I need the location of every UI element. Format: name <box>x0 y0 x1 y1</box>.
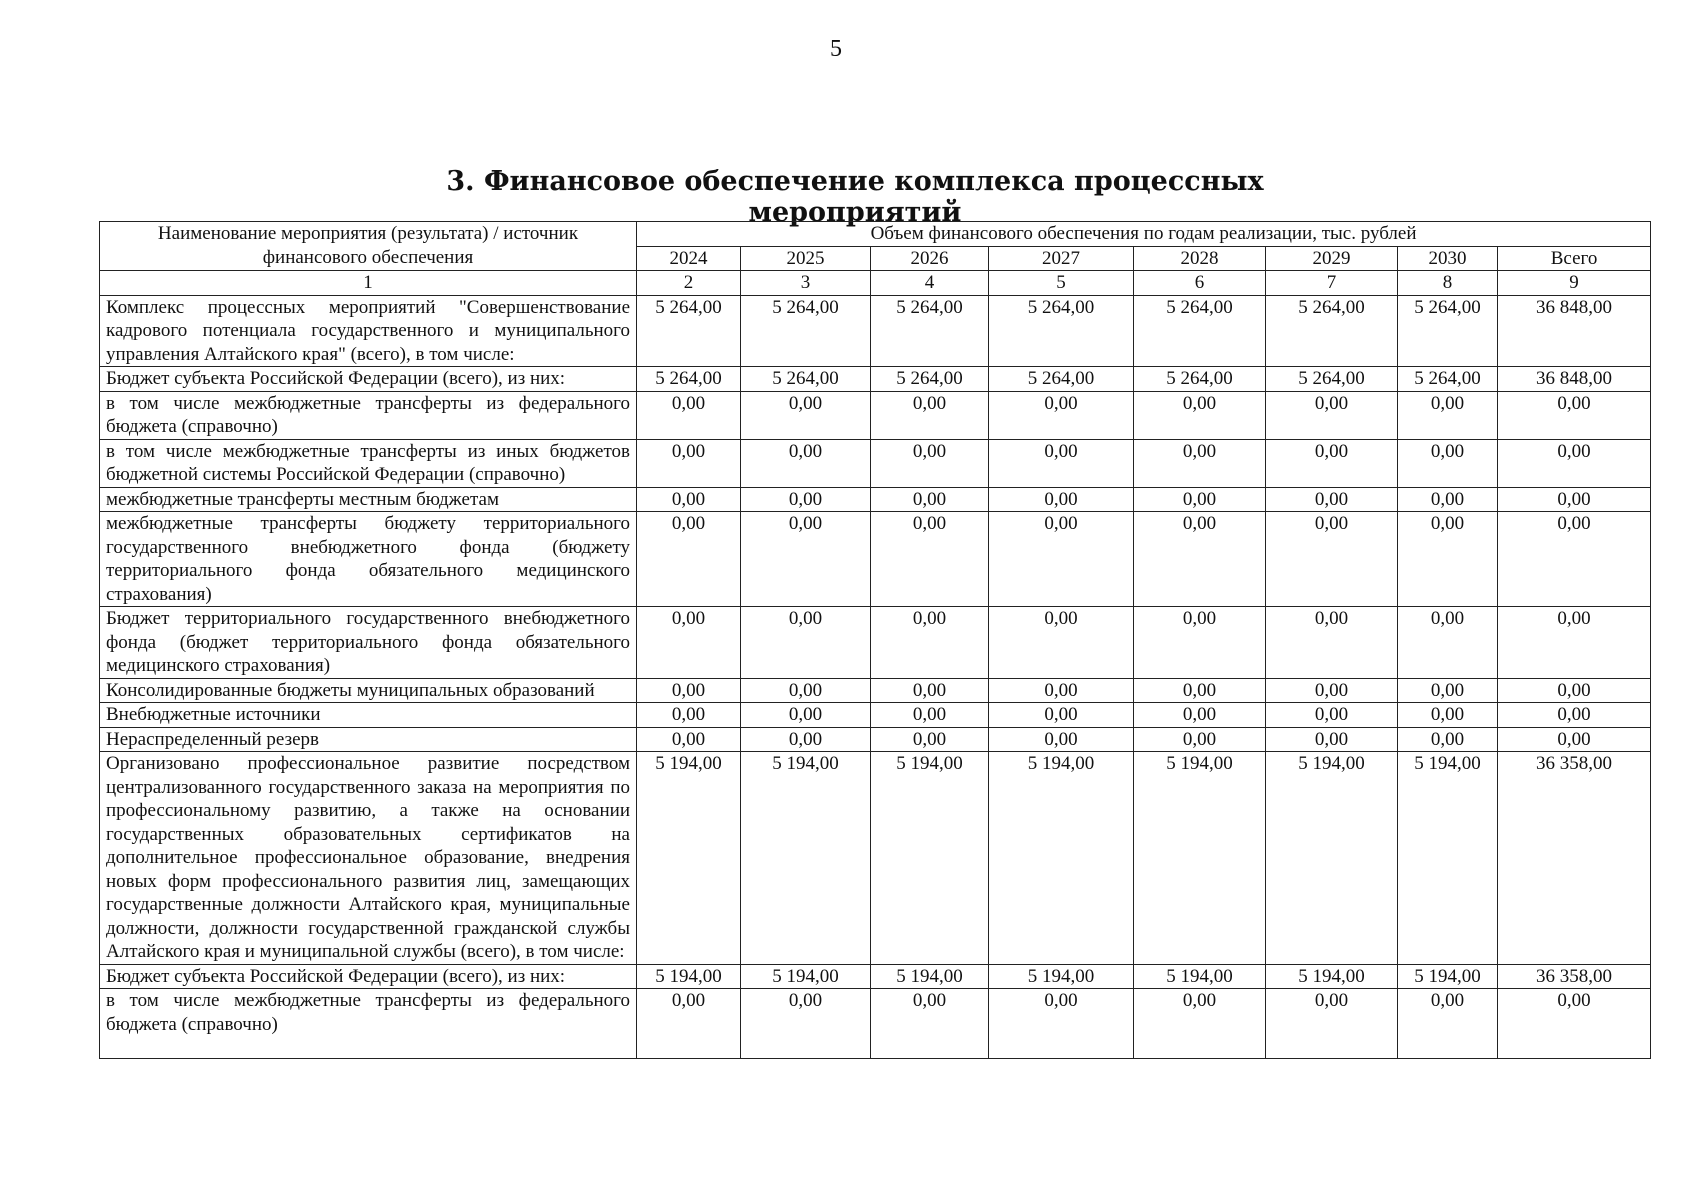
row-value-cell: 0,00 <box>989 391 1134 439</box>
row-value-cell: 0,00 <box>871 703 989 728</box>
column-index: 6 <box>1134 271 1266 296</box>
year-header-2030: 2030 <box>1398 246 1498 271</box>
row-name-cell: в том числе межбюджетные трансферты из федерального бюджета (справочно) <box>100 391 637 439</box>
table-row <box>100 727 1651 752</box>
row-value-cell: 0,00 <box>989 512 1134 607</box>
row-value-cell: 0,00 <box>741 607 871 679</box>
row-value-cell: 5 194,00 <box>1266 752 1398 965</box>
row-value-cell: 0,00 <box>1266 727 1398 752</box>
row-total-cell: 36 848,00 <box>1498 295 1651 367</box>
section-title: 3. Финансовое обеспечение комплекса процессных мероприятий <box>446 166 1264 228</box>
row-total-cell: 0,00 <box>1498 727 1651 752</box>
row-value-cell: 0,00 <box>989 439 1134 487</box>
row-total-cell: 0,00 <box>1498 989 1651 1059</box>
row-value-cell: 0,00 <box>637 607 741 679</box>
table-row <box>100 989 1651 1059</box>
row-value-cell: 0,00 <box>637 727 741 752</box>
row-value-cell: 0,00 <box>1266 439 1398 487</box>
row-value-cell: 0,00 <box>741 678 871 703</box>
row-value-cell: 0,00 <box>741 989 871 1059</box>
row-value-cell: 0,00 <box>1398 607 1498 679</box>
table-row <box>100 752 1651 965</box>
row-value-cell: 0,00 <box>741 727 871 752</box>
column-index: 4 <box>871 271 989 296</box>
row-value-cell: 0,00 <box>871 678 989 703</box>
row-name-cell: Комплекс процессных мероприятий "Совершенствование кадрового потенциала государственного и муниципального управления Алтайского края" (всего), в том числе: <box>100 295 637 367</box>
year-header-2028: 2028 <box>1134 246 1266 271</box>
row-value-cell: 0,00 <box>871 391 989 439</box>
row-value-cell: 0,00 <box>1134 512 1266 607</box>
funding-group-header: Объем финансового обеспечения по годам реализации, тыс. рублей <box>637 222 1651 247</box>
row-total-cell: 0,00 <box>1498 512 1651 607</box>
row-value-cell: 0,00 <box>1134 391 1266 439</box>
row-value-cell: 0,00 <box>989 727 1134 752</box>
name-column-header: Наименование мероприятия (результата) / источник финансового обеспечения <box>100 222 637 271</box>
row-value-cell: 5 194,00 <box>1266 964 1398 989</box>
column-index-row <box>100 271 1651 296</box>
row-name-cell: Бюджет субъекта Российской Федерации (всего), из них: <box>100 964 637 989</box>
row-value-cell: 0,00 <box>1134 607 1266 679</box>
year-header-2027: 2027 <box>989 246 1134 271</box>
row-value-cell: 0,00 <box>1398 678 1498 703</box>
row-value-cell: 5 264,00 <box>1398 367 1498 392</box>
column-index: 9 <box>1498 271 1651 296</box>
row-value-cell: 5 194,00 <box>741 752 871 965</box>
year-header-2026: 2026 <box>871 246 989 271</box>
row-value-cell: 5 264,00 <box>989 295 1134 367</box>
year-header-2029: 2029 <box>1266 246 1398 271</box>
row-value-cell: 0,00 <box>989 703 1134 728</box>
row-value-cell: 0,00 <box>1266 391 1398 439</box>
row-value-cell: 5 264,00 <box>871 367 989 392</box>
row-name-cell: межбюджетные трансферты местным бюджетам <box>100 487 637 512</box>
row-value-cell: 5 194,00 <box>1134 752 1266 965</box>
column-index: 2 <box>637 271 741 296</box>
row-value-cell: 5 264,00 <box>1134 295 1266 367</box>
row-total-cell: 0,00 <box>1498 439 1651 487</box>
row-value-cell: 0,00 <box>1398 703 1498 728</box>
row-name-cell: в том числе межбюджетные трансферты из федерального бюджета (справочно) <box>100 989 637 1059</box>
row-value-cell: 0,00 <box>741 487 871 512</box>
row-value-cell: 5 194,00 <box>1398 752 1498 965</box>
row-value-cell: 0,00 <box>637 678 741 703</box>
table-body <box>100 295 1651 1059</box>
row-value-cell: 0,00 <box>1398 989 1498 1059</box>
row-name-cell: Бюджет субъекта Российской Федерации (всего), из них: <box>100 367 637 392</box>
row-value-cell: 0,00 <box>1398 512 1498 607</box>
row-value-cell: 5 194,00 <box>989 752 1134 965</box>
table-row <box>100 487 1651 512</box>
row-value-cell: 5 264,00 <box>871 295 989 367</box>
row-value-cell: 5 264,00 <box>1266 367 1398 392</box>
row-value-cell: 5 194,00 <box>1398 964 1498 989</box>
row-value-cell: 0,00 <box>741 512 871 607</box>
year-header-2024: 2024 <box>637 246 741 271</box>
table-row <box>100 703 1651 728</box>
row-total-cell: 0,00 <box>1498 678 1651 703</box>
table-row <box>100 367 1651 392</box>
row-value-cell: 5 194,00 <box>871 964 989 989</box>
row-value-cell: 0,00 <box>1266 989 1398 1059</box>
column-index: 1 <box>100 271 637 296</box>
row-value-cell: 0,00 <box>741 439 871 487</box>
row-value-cell: 0,00 <box>637 487 741 512</box>
row-total-cell: 0,00 <box>1498 487 1651 512</box>
row-value-cell: 5 194,00 <box>637 964 741 989</box>
financing-table-container <box>99 221 1650 1059</box>
row-value-cell: 0,00 <box>741 391 871 439</box>
row-value-cell: 5 264,00 <box>637 295 741 367</box>
row-value-cell: 5 194,00 <box>1134 964 1266 989</box>
row-value-cell: 0,00 <box>1398 487 1498 512</box>
table-row <box>100 678 1651 703</box>
row-total-cell: 36 358,00 <box>1498 752 1651 965</box>
table-row <box>100 512 1651 607</box>
table-row <box>100 607 1651 679</box>
row-value-cell: 5 264,00 <box>989 367 1134 392</box>
page-number: 5 <box>830 36 842 62</box>
row-value-cell: 5 194,00 <box>989 964 1134 989</box>
row-value-cell: 0,00 <box>1398 439 1498 487</box>
row-value-cell: 0,00 <box>989 678 1134 703</box>
row-value-cell: 0,00 <box>1134 703 1266 728</box>
row-name-cell: Нераспределенный резерв <box>100 727 637 752</box>
row-value-cell: 5 264,00 <box>1398 295 1498 367</box>
row-value-cell: 0,00 <box>989 989 1134 1059</box>
column-index: 3 <box>741 271 871 296</box>
row-value-cell: 0,00 <box>989 607 1134 679</box>
row-value-cell: 0,00 <box>1134 439 1266 487</box>
row-value-cell: 5 194,00 <box>741 964 871 989</box>
row-total-cell: 0,00 <box>1498 703 1651 728</box>
row-value-cell: 0,00 <box>1134 678 1266 703</box>
row-value-cell: 0,00 <box>1266 703 1398 728</box>
row-value-cell: 5 264,00 <box>741 295 871 367</box>
row-value-cell: 0,00 <box>871 487 989 512</box>
row-value-cell: 0,00 <box>1398 391 1498 439</box>
row-value-cell: 0,00 <box>1266 512 1398 607</box>
total-header: Всего <box>1498 246 1651 271</box>
row-name-cell: Внебюджетные источники <box>100 703 637 728</box>
row-total-cell: 36 358,00 <box>1498 964 1651 989</box>
row-value-cell: 0,00 <box>1134 989 1266 1059</box>
row-name-cell: Бюджет территориального государственного внебюджетного фонда (бюджет территориального фонда обязательного медицинского страхования) <box>100 607 637 679</box>
column-index: 8 <box>1398 271 1498 296</box>
column-index: 5 <box>989 271 1134 296</box>
row-value-cell: 5 264,00 <box>741 367 871 392</box>
row-name-cell: в том числе межбюджетные трансферты из иных бюджетов бюджетной системы Российской Федерации (справочно) <box>100 439 637 487</box>
row-value-cell: 0,00 <box>1134 487 1266 512</box>
row-value-cell: 0,00 <box>741 703 871 728</box>
row-value-cell: 0,00 <box>637 391 741 439</box>
row-value-cell: 0,00 <box>871 727 989 752</box>
row-value-cell: 5 264,00 <box>1266 295 1398 367</box>
table-row <box>100 439 1651 487</box>
row-value-cell: 0,00 <box>989 487 1134 512</box>
row-value-cell: 0,00 <box>637 512 741 607</box>
row-value-cell: 0,00 <box>871 439 989 487</box>
row-value-cell: 5 194,00 <box>871 752 989 965</box>
column-index: 7 <box>1266 271 1398 296</box>
row-value-cell: 5 194,00 <box>637 752 741 965</box>
row-name-cell: Консолидированные бюджеты муниципальных образований <box>100 678 637 703</box>
row-value-cell: 0,00 <box>871 607 989 679</box>
row-value-cell: 0,00 <box>637 989 741 1059</box>
financing-table <box>99 221 1651 1059</box>
row-total-cell: 0,00 <box>1498 391 1651 439</box>
table-row <box>100 964 1651 989</box>
row-value-cell: 5 264,00 <box>1134 367 1266 392</box>
row-value-cell: 0,00 <box>871 512 989 607</box>
row-value-cell: 0,00 <box>1266 607 1398 679</box>
row-total-cell: 0,00 <box>1498 607 1651 679</box>
row-value-cell: 5 264,00 <box>637 367 741 392</box>
row-name-cell: межбюджетные трансферты бюджету территориального государственного внебюджетного фонда (бюджету территориального фонда обязательного медицинского страхования) <box>100 512 637 607</box>
row-value-cell: 0,00 <box>1398 727 1498 752</box>
row-value-cell: 0,00 <box>1134 727 1266 752</box>
table-row <box>100 295 1651 367</box>
row-value-cell: 0,00 <box>871 989 989 1059</box>
row-total-cell: 36 848,00 <box>1498 367 1651 392</box>
row-value-cell: 0,00 <box>637 703 741 728</box>
row-name-cell: Организовано профессиональное развитие посредством централизованного государственного заказа на мероприятия по профессиональному развитию, а также на основании государственных образовательных сертификатов на дополнительное профессиональное образование, внедрения новых форм профессионального развития лиц, замещающих государственные должности Алтайского края, муниципальные должности, должности государственной гражданской службы Алтайского края и муниципальной службы (всего), в том числе: <box>100 752 637 965</box>
row-value-cell: 0,00 <box>637 439 741 487</box>
table-row <box>100 391 1651 439</box>
year-header-2025: 2025 <box>741 246 871 271</box>
row-value-cell: 0,00 <box>1266 487 1398 512</box>
row-value-cell: 0,00 <box>1266 678 1398 703</box>
